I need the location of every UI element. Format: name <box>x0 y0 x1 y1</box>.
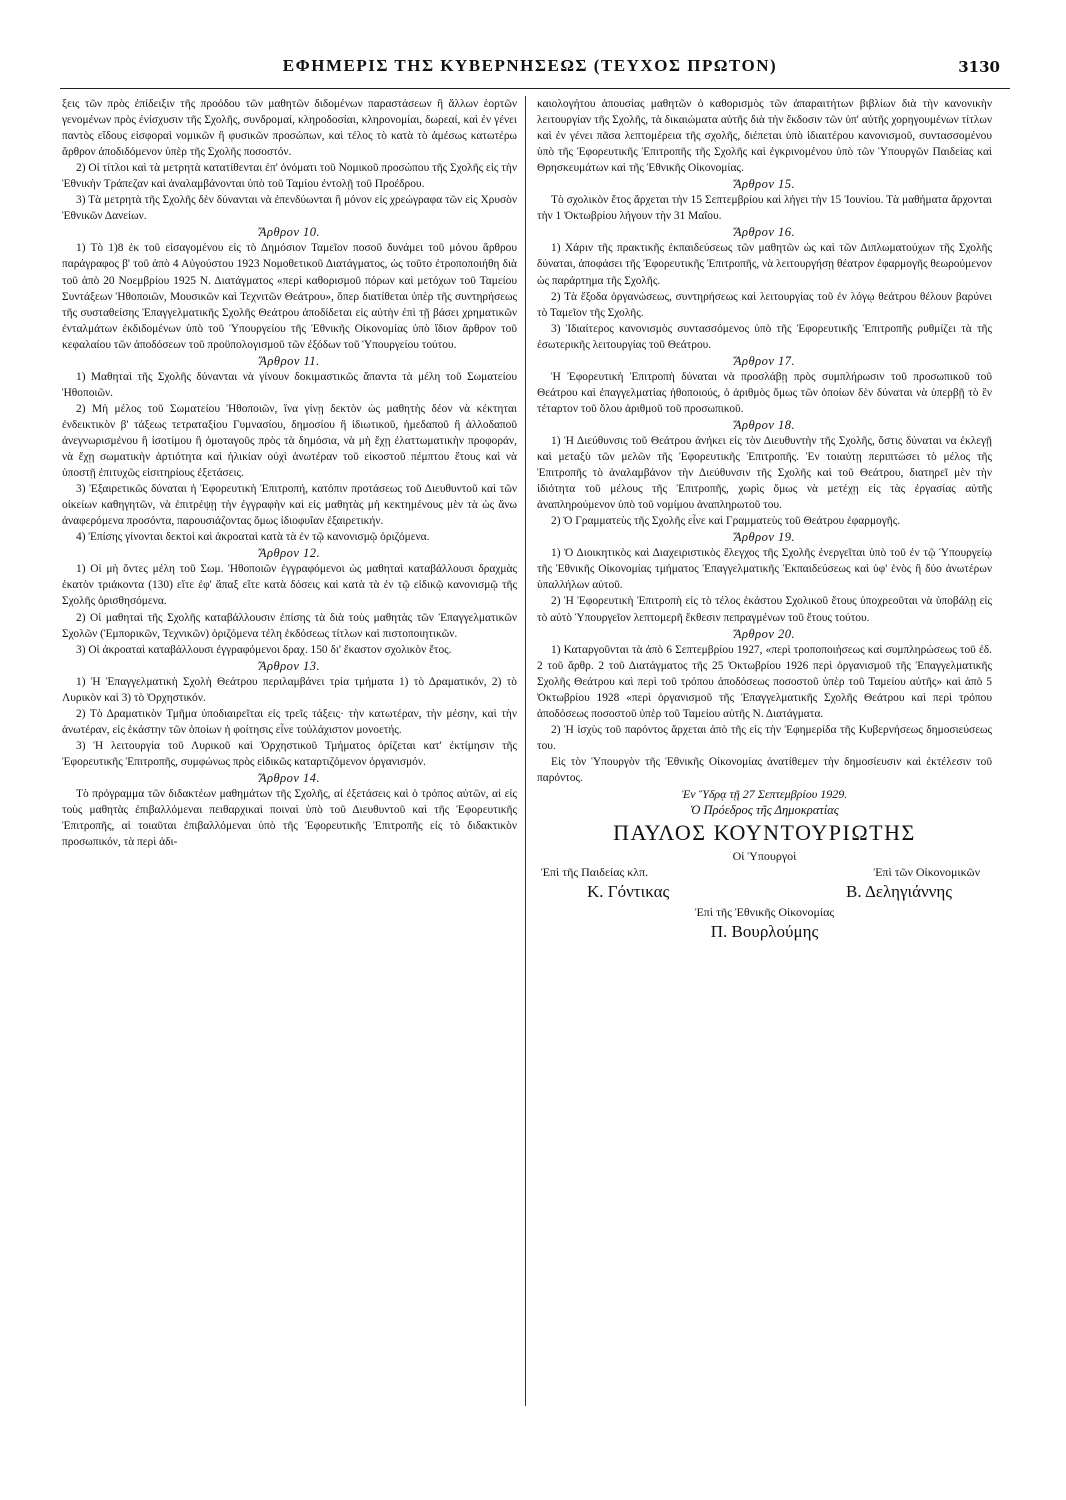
paragraph: 4) Ἐπίσης γίνονται δεκτοὶ καὶ ἀκροαταὶ κατὰ τὰ ἐν τῷ κανονισμῷ ὁριζόμενα. <box>76 531 430 544</box>
page-number: 3130 <box>958 58 1000 76</box>
paragraph: 1) Ἡ Ἐπαγγελματικὴ Σχολὴ Θεάτρου περιλαμβάνει τρία τμήματα 1) τὸ Δραματικόν, 2) τὸ Λυρικὸν καὶ 3) τὸ Ὀρχηστικόν. <box>62 675 517 704</box>
president-name: ΠΑΥΛΟΣ ΚΟΥΝΤΟΥΡΙΩΤΗΣ <box>613 820 916 846</box>
minister-left-title: Ἐπὶ τῆς Παιδείας κλπ. <box>541 865 649 880</box>
article-heading: Ἄρθρον 18. <box>733 417 796 432</box>
paragraph: 1) Τὸ 1)8 ἐκ τοῦ εἰσαγομένου εἰς τὸ Δημόσιον Ταμεῖον ποσοῦ δυνάμει τοῦ μόνου ἄρθρου παράγραφος β' τοῦ ἀπὸ 4 Αὐγούστου 1923 Νομοθετικοῦ Διατάγματος, ὡς τοῦτο ἐτροποποιήθη διὰ τοῦ ἀπὸ 20 Νοεμβρίου 1925 Ν. Διατάγματος «περὶ καθορισμοῦ πόρων καὶ μετόχων τοῦ Ταμείου Συντάξεων Ἡθοποιῶν, Μουσικῶν καὶ Τεχνιτῶν Θεάτρου», ὅπερ διατίθεται ὑπὲρ τῆς συντηρήσεως τῆς συσταθείσης Ἐπαγγελματικῆς Σχολῆς Θεάτρου ἀποδίδεται εἰς αὐτὴν ἐπὶ τῇ βάσει χρηματικῶν ἐνταλμάτων ἐκδιδομένων ὑπὸ τοῦ Ὑπουργείου τῆς Ἐθνικῆς Οἰκονομίας ὑπὸ ἴδιον ἄρθρον τοῦ κεφαλαίου τῶν ἀποδόσεων τοῦ προϋπολογισμοῦ τῶν ἐξόδων τοῦ Ὑπουργείου τούτου. <box>62 242 517 351</box>
paragraph: 2) Τὸ Δραματικὸν Τμῆμα ὑποδιαιρεῖται εἰς τρεῖς τάξεις· τὴν κατωτέραν, τὴν μέσην, καὶ τὴν ἀνωτέραν, εἰς ἑκάστην τῶν ὁποίων ἡ φοίτησις εἶνε τοὐλάχιστον μονοετής. <box>62 707 517 736</box>
article-heading: Ἄρθρον 10. <box>258 225 321 240</box>
article-heading: Ἄρθρον 20. <box>733 626 796 641</box>
page-header <box>60 56 1000 84</box>
paragraph: Τὸ πρόγραμμα τῶν διδακτέων μαθημάτων τῆς Σχολῆς, αἱ ἐξετάσεις καὶ ὁ τρόπος αὐτῶν, αἱ εἰς τοὺς μαθητὰς ἐπιβαλλόμεναι πειθαρχικαὶ ποιναὶ ὑπὸ τοῦ Διευθυντοῦ καὶ τῆς Ἐφορευτικῆς Ἐπιτροπῆς, αἱ τοιαῦται ἐπιβαλλόμεναι ὑπὸ τῆς Ἐφορευτικῆς Ἐπιτροπῆς εἰς τὸ διδακτικὸν προσωπικόν, τὰ περὶ ἀδι- <box>62 788 517 849</box>
paragraph: 2) Οἱ μαθηταὶ τῆς Σχολῆς καταβάλλουσιν ἐπίσης τὰ διὰ τοὺς μαθητὰς τῶν Ἐπαγγελματικῶν Σχολῶν (Ἐμπορικῶν, Τεχνικῶν) ὁριζόμενα τέλη ἐκδόσεως τίτλων καὶ πιστοποιητικῶν. <box>62 611 517 640</box>
paragraph: 3) Ἰδιαίτερος κανονισμὸς συντασσόμενος ὑπὸ τῆς Ἐφορευτικῆς Ἐπιτροπῆς ρυθμίζει τὰ τῆς ἐσωτερικῆς λειτουργίας τοῦ Θεάτρου. <box>537 322 992 351</box>
paragraph: 1) Χάριν τῆς πρακτικῆς ἐκπαιδεύσεως τῶν μαθητῶν ὡς καὶ τῶν Διπλωματούχων τῆς Σχολῆς δύναται, ἀποφάσει τῆς Ἐφορευτικῆς Ἐπιτροπῆς, νὰ λειτουργήσῃ θέατρον ἐφαρμογῆς θεωρούμενον ὡς παράρτημα τῆς Σχολῆς. <box>537 242 992 287</box>
article-heading: Ἄρθρον 11. <box>259 353 320 368</box>
ministers-label: Οἱ Ὑπουργοὶ <box>732 849 797 864</box>
paragraph: καιολογήτου ἀπουσίας μαθητῶν ὁ καθορισμὸς τῶν ἀπαραιτήτων βιβλίων διὰ τὴν κανονικὴν λειτουργίαν τῆς Σχολῆς, τὰ δικαιώματα αὐτῆς διὰ τὴν ἔκδοσιν τῶν ὑπ' αὐτῆς χορηγουμένων τίτλων καὶ ἐν γένει πᾶσα λεπτομέρεια τῆς σχολῆς, διέπεται ὑπὸ ἰδιαιτέρου κανονισμοῦ, συντασσομένου ὑπὸ τῆς Ἐφορευτικῆς Ἐπιτροπῆς τῆς Σχολῆς καὶ ἐγκρινομένου ὑπὸ τῶν Ὑπουργῶν Παιδείας καὶ Θρησκευμάτων καὶ τῆς Ἐθνικῆς Οἰκονομίας. <box>537 98 992 175</box>
paragraph: Εἰς τὸν Ὑπουργὸν τῆς Ἐθνικῆς Οἰκονομίας ἀνατίθεμεν τὴν δημοσίευσιν καὶ ἐκτέλεσιν τοῦ παρόντος. <box>537 755 992 784</box>
article-heading: Ἄρθρον 12. <box>258 546 321 561</box>
paragraph: 3) Ἡ λειτουργία τοῦ Λυρικοῦ καὶ Ὀρχηστικοῦ Τμήματος ὁρίζεται κατ' ἐκτίμησιν τῆς Ἐφορευτικῆς Ἐπιτροπῆς, συμφώνως πρὸς εἰδικῶς καταρτιζόμενον ὀργανισμόν. <box>62 739 517 768</box>
minister-titles-row <box>537 864 992 880</box>
paragraph: 1) Ἡ Διεύθυνσις τοῦ Θεάτρου ἀνήκει εἰς τὸν Διευθυντὴν τῆς Σχολῆς, ὅστις δύναται να ἐκλεγῇ καὶ μεταξὺ τῶν μελῶν τῆς Ἐφορευτικῆς Ἐπιτροπῆς. Ἐν τοιαύτῃ περιπτώσει τὸ μέλος τῆς Ἐπιτροπῆς τὸ ἀναλαμβάνον τὴν Διεύθυνσιν τῆς Σχολῆς καὶ τοῦ Θεάτρου, διατηρεῖ μὲν τὴν ἰδιότητα τοῦ μέλους τῆς Ἐπιτροπῆς, χωρὶς ὅμως νὰ μετέχῃ εἰς τὰς ἐργασίας αὐτῆς ἀναπληρούμενον ὑπὸ τοῦ νομίμου ἀναπληρωτοῦ του. <box>537 434 992 512</box>
column-divider <box>525 96 526 1406</box>
article-heading: Ἄρθρον 15. <box>733 177 796 192</box>
paragraph: 2) Ἡ Ἐφορευτικὴ Ἐπιτροπὴ εἰς τὸ τέλος ἑκάστου Σχολικοῦ ἔτους ὑποχρεοῦται νὰ ὑποβάλῃ εἰς τὸ αὐτὸ Ὑπουργεῖον λεπτομερῆ ἔκθεσιν πεπραγμένων τοῦ ἔτους τούτου. <box>537 595 992 624</box>
gazette-title: ΕΦΗΜΕΡΙΣ ΤΗΣ ΚΥΒΕΡΝΗΣΕΩΣ (ΤΕΥΧΟΣ ΠΡΩΤΟΝ) <box>282 56 778 75</box>
paragraph: Τὸ σχολικὸν ἔτος ἄρχεται τὴν 15 Σεπτεμβρίου καὶ λήγει τὴν 15 Ἰουνίου. Τὰ μαθήματα ἄρχονται τὴν 1 Ὀκτωβρίου λήγουν τὴν 31 Μαΐου. <box>537 194 992 223</box>
article-heading: Ἄρθρον 14. <box>258 770 321 785</box>
header-rule <box>60 88 1010 89</box>
minister-names-row <box>537 880 992 904</box>
paragraph: 2) Τὰ ἔξοδα ὀργανώσεως, συντηρήσεως καὶ λειτουργίας τοῦ ἐν λόγῳ θεάτρου θέλουν βαρύνει τὸ Ταμεῖον τῆς Σχολῆς. <box>537 290 992 319</box>
paragraph: 3) Οἱ ἀκροαταὶ καταβάλλουσι ἐγγραφόμενοι δραχ. 150 δι' ἕκαστον σχολικὸν ἔτος. <box>76 643 452 656</box>
minister-right-title: Ἐπὶ τῶν Οἰκονομικῶν <box>873 865 980 880</box>
minister-last-title: Ἐπὶ τῆς Ἐθνικῆς Οἰκονομίας <box>694 905 835 920</box>
paragraph: Ἡ Ἐφορευτικὴ Ἐπιτροπὴ δύναται νὰ προσλάβῃ πρὸς συμπλήρωσιν τοῦ προσωπικοῦ τοῦ Θεάτρου καὶ ἐπαγγελματίας ἠθοποιούς, ὁ ἀριθμὸς ὅμως τῶν ὁποίων δὲν δύναται νὰ ὑπερβῇ τὸ ἓν τέταρτον τοῦ ὅλου ἀριθμοῦ τοῦ προσωπικοῦ. <box>537 370 992 415</box>
right-column <box>537 96 992 1481</box>
paragraph: 2) Ὁ Γραμματεὺς τῆς Σχολῆς εἶνε καὶ Γραμματεὺς τοῦ Θεάτρου ἐφαρμογῆς. <box>551 515 901 528</box>
paragraph: 1) Μαθηταὶ τῆς Σχολῆς δύνανται νὰ γίνουν δοκιμαστικῶς ἅπαντα τὰ μέλη τοῦ Σωματείου Ἡθοποιῶν. <box>62 370 517 399</box>
paragraph: 2) Οἱ τίτλοι καὶ τὰ μετρητὰ κατατίθενται ἐπ' ὀνόματι τοῦ Νομικοῦ προσώπου τῆς Σχολῆς εἰς τὴν Ἐθνικὴν Τράπεζαν καὶ ἀναλαμβάνονται ὑπὸ τοῦ Ταμίου ἐντολῇ τοῦ Προέδρου. <box>62 162 517 191</box>
paragraph: ξεις τῶν πρὸς ἐπίδειξιν τῆς προόδου τῶν μαθητῶν διδομένων παραστάσεων ἢ ἄλλων ἑορτῶν γενομένων πρὸς ἐνίσχυσιν τῆς Σχολῆς, συνδρομαί, κληροδοσίαι, κληρονομίαι, δωρεαί, καὶ ἐν γένει παντὸς εἴδους εἰσφοραὶ νομικῶν ἢ φυσικῶν προσώπων, καὶ τέλος τὸ κατὰ τὸ ἀμέσως κατωτέρω ἄρθρον ἀποδιδόμενον ὑπὲρ τῆς Σχολῆς ποσοστόν. <box>62 98 517 159</box>
paragraph: 2) Μὴ μέλος τοῦ Σωματείου Ἡθοποιῶν, ἵνα γίνῃ δεκτὸν ὡς μαθητὴς δέον νὰ κέκτηται ἐνδεικτικὸν β' τάξεως τετραταξίου Γυμνασίου, δημοσίου ἢ ἰδιωτικοῦ, ἡμεδαποῦ ἢ ἀλλοδαποῦ ἀνεγνωρισμένου ἢ ἰσοτίμου ἢ ὁμοταγοῦς πρὸς τὰ δημόσια, νὰ μὴ ἔχῃ ἐλαττωματικὴν προφοράν, νὰ ἔχῃ σωματικὴν ἀρτιότητα καὶ ἡλικίαν οὐχὶ ἀνωτέραν τοῦ εἰκοστοῦ πέμπτου ἔτους καὶ νὰ ὑποστῇ ἐπιτυχῶς εἰσιτηρίους ἐξετάσεις. <box>62 402 517 480</box>
signature-date: Ἐν Ὕδρᾳ τῇ 27 Σεπτεμβρίου 1929. <box>681 787 848 802</box>
minister-left-name: Κ. Γόντικας <box>587 882 670 902</box>
president-title: Ὁ Πρόεδρος τῆς Δημοκρατίας <box>690 803 839 818</box>
article-heading: Ἄρθρον 19. <box>733 530 796 545</box>
paragraph: 2) Ἡ ἰσχὺς τοῦ παρόντος ἄρχεται ἀπὸ τῆς εἰς τὴν Ἐφημερίδα τῆς Κυβερνήσεως δημοσιεύσεως του. <box>537 723 992 752</box>
right-column-body <box>537 96 992 786</box>
minister-right-name: Β. Δεληγιάννης <box>846 882 952 902</box>
paragraph: 3) Τὰ μετρητὰ τῆς Σχολῆς δὲν δύνανται νὰ ἐπενδύωνται ἢ μόνον εἰς χρεώγραφα τῶν εἰς Χρυσὸν Ἐθνικῶν Δανείων. <box>62 194 517 223</box>
article-heading: Ἄρθρον 13. <box>258 658 321 673</box>
paragraph: 1) Καταργοῦνται τὰ ἀπὸ 6 Σεπτεμβρίου 1927, «περὶ τροποποιήσεως καὶ συμπληρώσεως τοῦ ἐδ. 2 τοῦ ἄρθρ. 2 τοῦ Διατάγματος τῆς 25 Ὀκτωβρίου 1926 περὶ ὀργανισμοῦ τῆς Ἐπαγγελματικῆς Σχολῆς Θεάτρου καὶ περὶ τοῦ τρόπου ἀποδόσεως ποσοστοῦ ὑπὲρ τοῦ Ταμείου αὐτῆς» καὶ ἀπὸ 5 Ὀκτωβρίου 1928 «περὶ ὀργανισμοῦ τῆς Ἐπαγγελματικῆς Σχολῆς Θεάτρου καὶ περὶ τρόπου ἀποδόσεως ποσοστοῦ ὑπὲρ τοῦ Ταμείου αὐτῆς Ν. Διατάγματα. <box>537 643 992 720</box>
paragraph: 1) Οἱ μὴ ὄντες μέλη τοῦ Σωμ. Ἡθοποιῶν ἐγγραφόμενοι ὡς μαθηταὶ καταβάλλουσι δραχμὰς ἑκατὸν τριάκοντα (130) εἴτε ἐφ' ἅπαξ εἴτε κατὰ δόσεις καὶ κατὰ τὰ ἐν τῷ εἰδικῷ κανονισμῷ τῆς Σχολῆς ὁρισθησόμενα. <box>62 563 517 608</box>
article-heading: Ἄρθρον 17. <box>733 353 796 368</box>
signature-block <box>537 786 992 944</box>
left-column <box>62 96 517 1481</box>
paragraph: 1) Ὁ Διοικητικὸς καὶ Διαχειριστικὸς ἔλεγχος τῆς Σχολῆς ἐνεργεῖται ὑπὸ τοῦ ἐν τῷ Ὑπουργείῳ τῆς Ἐθνικῆς Οἰκονομίας τμήματος Ἐπαγγελματικῆς Ἐκπαιδεύσεως καὶ ὑφ' ἑνὸς ἢ δύο ἀνωτέρων ὑπαλλήλων αὐτοῦ. <box>537 547 992 592</box>
article-heading: Ἄρθρον 16. <box>733 225 796 240</box>
paragraph: 3) Ἐξαιρετικῶς δύναται ἡ Ἐφορευτικὴ Ἐπιτροπή, κατόπιν προτάσεως τοῦ Διευθυντοῦ καὶ τῶν οἰκείων καθηγητῶν, νὰ ἐπιτρέψῃ τὴν ἐγγραφὴν καὶ εἰς μαθητὰς μὴ κεκτημένους μὲν τὰ ὡς ἄνω ἀναφερόμενα προσόντα, παρουσιάζοντας ὅμως ἰδιοφυΐαν ἐξαιρετικήν. <box>62 483 517 528</box>
minister-last-name: Π. Βουρλούμης <box>710 922 819 942</box>
